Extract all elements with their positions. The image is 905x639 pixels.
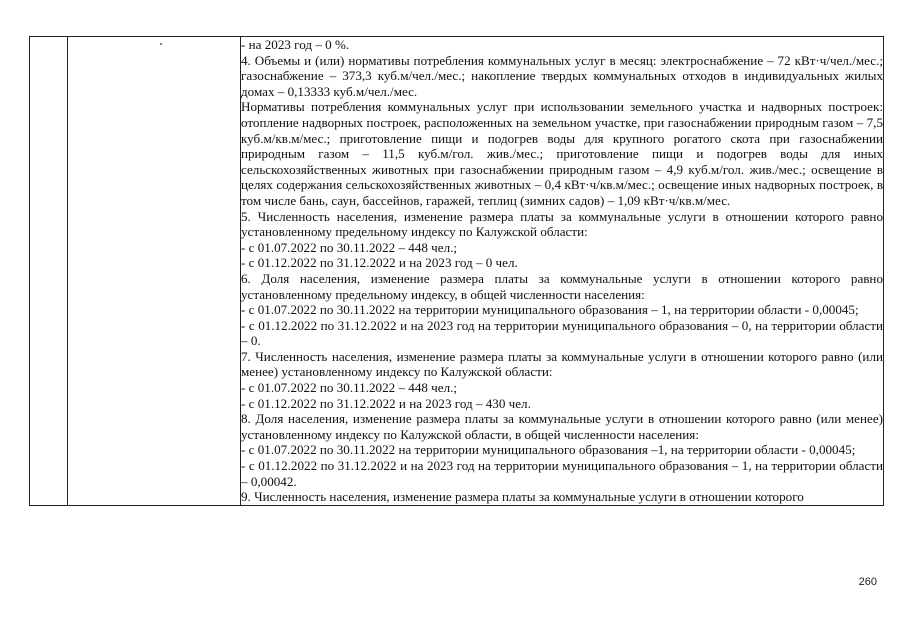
- document-table: [29, 36, 884, 506]
- paragraph: 7. Численность населения, изменение размера платы за коммунальные услуги в отношении которого равно (или менее) установленному индексу по Калужской области:: [241, 348, 883, 380]
- paragraph: 8. Доля населения, изменение размера платы за коммунальные услуги в отношении которого равно (или менее) установленному индексу по Калужской области, в общей численности населения:: [241, 411, 883, 442]
- paragraph: - с 01.12.2022 по 31.12.2022 и на 2023 год – 0 чел.: [241, 255, 518, 271]
- paragraph: - с 01.12.2022 по 31.12.2022 и на 2023 год на территории муниципального образования – 0, на территории области – 0.: [241, 317, 883, 349]
- paragraph: 9. Численность населения, изменение размера платы за коммунальные услуги в отношении которого: [241, 489, 804, 505]
- paragraph: 4. Объемы и (или) нормативы потребления коммунальных услуг в месяц: электроснабжение – 72 кВт·ч/чел./мес.; газоснабжение – 373,3 куб.м/чел./мес.; накопление твердых коммунальных отходов в индивидуальных жилых домах – 0,13333 куб.м/чел./мес.: [241, 52, 883, 99]
- table-cell-name: [68, 37, 241, 506]
- paragraph: Нормативы потребления коммунальных услуг при использовании земельного участка и надворных построек: отопление надворных построек, расположенных на земельном участке, при газоснабжении природным газом – 7,5 куб.м/кв.м/мес.; приготовление пищи и подогрев воды для крупного рогатого скота при газоснабжении природным газом – 11,5 куб.м/гол. жив./мес.; приготовление пищи и подогрев воды для иных сельскохозяйственных животных при газоснабжении природным газом – 4,9 куб.м/гол. жив./мес.; освещение в целях содержания сельскохозяйственных животных – 0,4 кВт·ч/кв.м/мес.; освещение иных надворных построек, в том числе бань, саун, бассейнов, гаражей, теплиц (зимних садов) – 1,09 кВт·ч/кв.м/мес.: [241, 99, 883, 208]
- scan-mark: [160, 43, 162, 45]
- page-number: 260: [858, 576, 877, 588]
- paragraph: - с 01.07.2022 по 30.11.2022 на территории муниципального образования –1, на территории области - 0,00045;: [241, 442, 856, 458]
- table-row: [30, 37, 884, 506]
- paragraph: - с 01.07.2022 по 30.11.2022 – 448 чел.;: [241, 380, 458, 396]
- paragraph: - на 2023 год – 0 %.: [241, 37, 350, 52]
- paragraph: - с 01.07.2022 по 30.11.2022 – 448 чел.;: [241, 239, 458, 255]
- paragraph: - с 01.07.2022 по 30.11.2022 на территории муниципального образования – 1, на территории области - 0,00045;: [241, 302, 859, 318]
- table-cell-number: [30, 37, 68, 506]
- paragraph: - с 01.12.2022 по 31.12.2022 и на 2023 год на территории муниципального образования – 1, на территории области – 0,00042.: [241, 458, 883, 489]
- table-cell-content: [241, 37, 884, 506]
- paragraph: 5. Численность населения, изменение размера платы за коммунальные услуги в отношении которого равно установленному предельному индексу по Калужской области:: [241, 208, 883, 240]
- paragraph: - с 01.12.2022 по 31.12.2022 и на 2023 год – 430 чел.: [241, 395, 531, 411]
- paragraph: 6. Доля населения, изменение размера платы за коммунальные услуги в отношении которого равно установленному предельному индексу, в общей численности населения:: [241, 270, 883, 302]
